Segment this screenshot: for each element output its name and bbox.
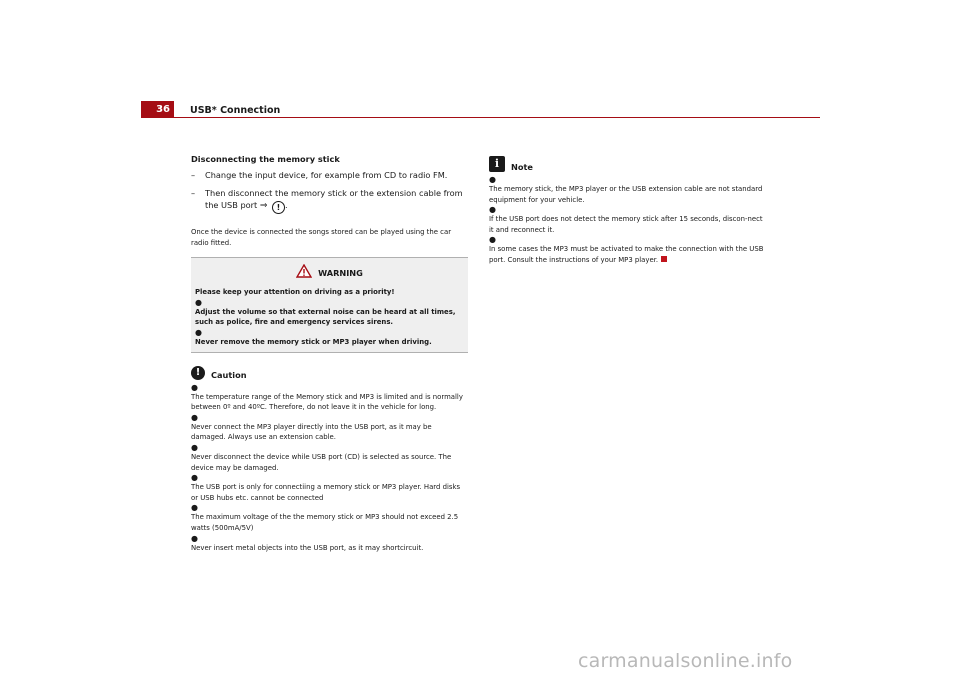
caution-bullet-text: Never disconnect the device while USB port (CD) is selected as source. The device may be damaged. xyxy=(191,452,452,472)
page-number: 36 xyxy=(141,101,174,118)
caution-bullet xyxy=(191,383,468,413)
bullet-icon: ● xyxy=(195,297,202,307)
step-text: Change the input device, for example from CD to radio FM. xyxy=(205,170,448,180)
caution-bullet-text: The temperature range of the Memory stick and MP3 is limited and is normally between 0º and 40ºC. Therefore, do not leave it in the vehicle for long. xyxy=(191,392,463,412)
warning-box xyxy=(191,257,468,352)
warning-bullet xyxy=(195,298,464,328)
bullet-icon: ● xyxy=(191,503,198,513)
warning-triangle-icon xyxy=(296,263,312,282)
bullet-icon: ● xyxy=(195,327,202,337)
note-bullet xyxy=(489,235,769,265)
header-divider xyxy=(174,117,820,118)
caution-bullet xyxy=(191,503,468,533)
caution-bullet xyxy=(191,413,468,443)
caution-icon: ! xyxy=(191,366,205,380)
step-text: Then disconnect the memory stick or the extension cable from the USB port xyxy=(205,187,463,210)
warning-bullet-text: Adjust the volume so that external noise can be heard at all times, such as police, fire and emergency services sirens. xyxy=(195,307,456,327)
bullet-icon: ● xyxy=(191,533,198,543)
right-column xyxy=(489,156,769,266)
step-item xyxy=(191,187,468,215)
warning-lead: Please keep your attention on driving as a priority! xyxy=(195,288,395,297)
caution-bullet xyxy=(191,473,468,503)
section-title: Disconnecting the memory stick xyxy=(191,154,340,164)
caution-bullet xyxy=(191,534,468,554)
warning-bullet xyxy=(195,328,464,348)
note-bullet xyxy=(489,205,769,235)
bullet-icon: ● xyxy=(191,473,198,483)
warning-header xyxy=(195,263,464,282)
info-paragraph: Once the device is connected the songs stored can be played using the car radio fitted. xyxy=(191,228,452,247)
step-text-wrapper xyxy=(205,187,468,215)
step-end: . xyxy=(285,200,288,210)
caution-bullet-text: The maximum voltage of the the memory stick or MP3 should not exceed 2.5 watts (500mA/5V) xyxy=(191,513,459,532)
note-title: Note xyxy=(511,162,533,172)
caution-bullet-text: Never insert metal objects into the USB port, as it may shortcircuit. xyxy=(191,543,424,552)
note-bullet-text: In some cases the MP3 must be activated to make the connection with the USB port. Consult the instructions of your MP3 player. xyxy=(489,245,764,264)
caution-bullet-text: Never connect the MP3 player directly into the USB port, as it may be damaged. Always use an extension cable. xyxy=(191,422,432,442)
end-of-section-icon xyxy=(661,256,667,262)
cross-reference-arrow: ⇒ xyxy=(259,201,268,211)
bullet-icon: ● xyxy=(489,205,496,215)
step-item xyxy=(191,169,468,182)
warning-bullet-text: Never remove the memory stick or MP3 player when driving. xyxy=(195,337,432,346)
bullet-icon: ● xyxy=(191,412,198,422)
caution-title: Caution xyxy=(211,369,247,380)
bullet-icon: ● xyxy=(191,382,198,392)
caution-bullet-text: The USB port is only for connectiing a memory stick or MP3 player. Hard disks or USB hubs etc. cannot be connected xyxy=(191,483,461,502)
warning-title: WARNING xyxy=(318,267,363,278)
left-column xyxy=(191,154,468,553)
caution-header xyxy=(191,366,468,380)
step-dash: – xyxy=(191,187,196,198)
note-bullet-text: The memory stick, the MP3 player or the USB extension cable are not standard equipment for your vehicle. xyxy=(489,185,763,204)
note-bullet xyxy=(489,175,769,205)
bullet-icon: ● xyxy=(489,175,496,184)
watermark: carmanualsonline.info xyxy=(578,650,793,672)
note-icon: i xyxy=(489,156,505,172)
step-dash: – xyxy=(191,170,196,180)
bullet-icon: ● xyxy=(489,235,496,245)
caution-bullet xyxy=(191,443,468,473)
caution-ref-icon: ! xyxy=(272,201,285,214)
note-header xyxy=(489,156,769,172)
page-header-title: USB* Connection xyxy=(190,105,281,116)
bullet-icon: ● xyxy=(191,442,198,452)
note-bullet-text: If the USB port does not detect the memory stick after 15 seconds, discon-nect it and reconnect it. xyxy=(489,215,763,234)
